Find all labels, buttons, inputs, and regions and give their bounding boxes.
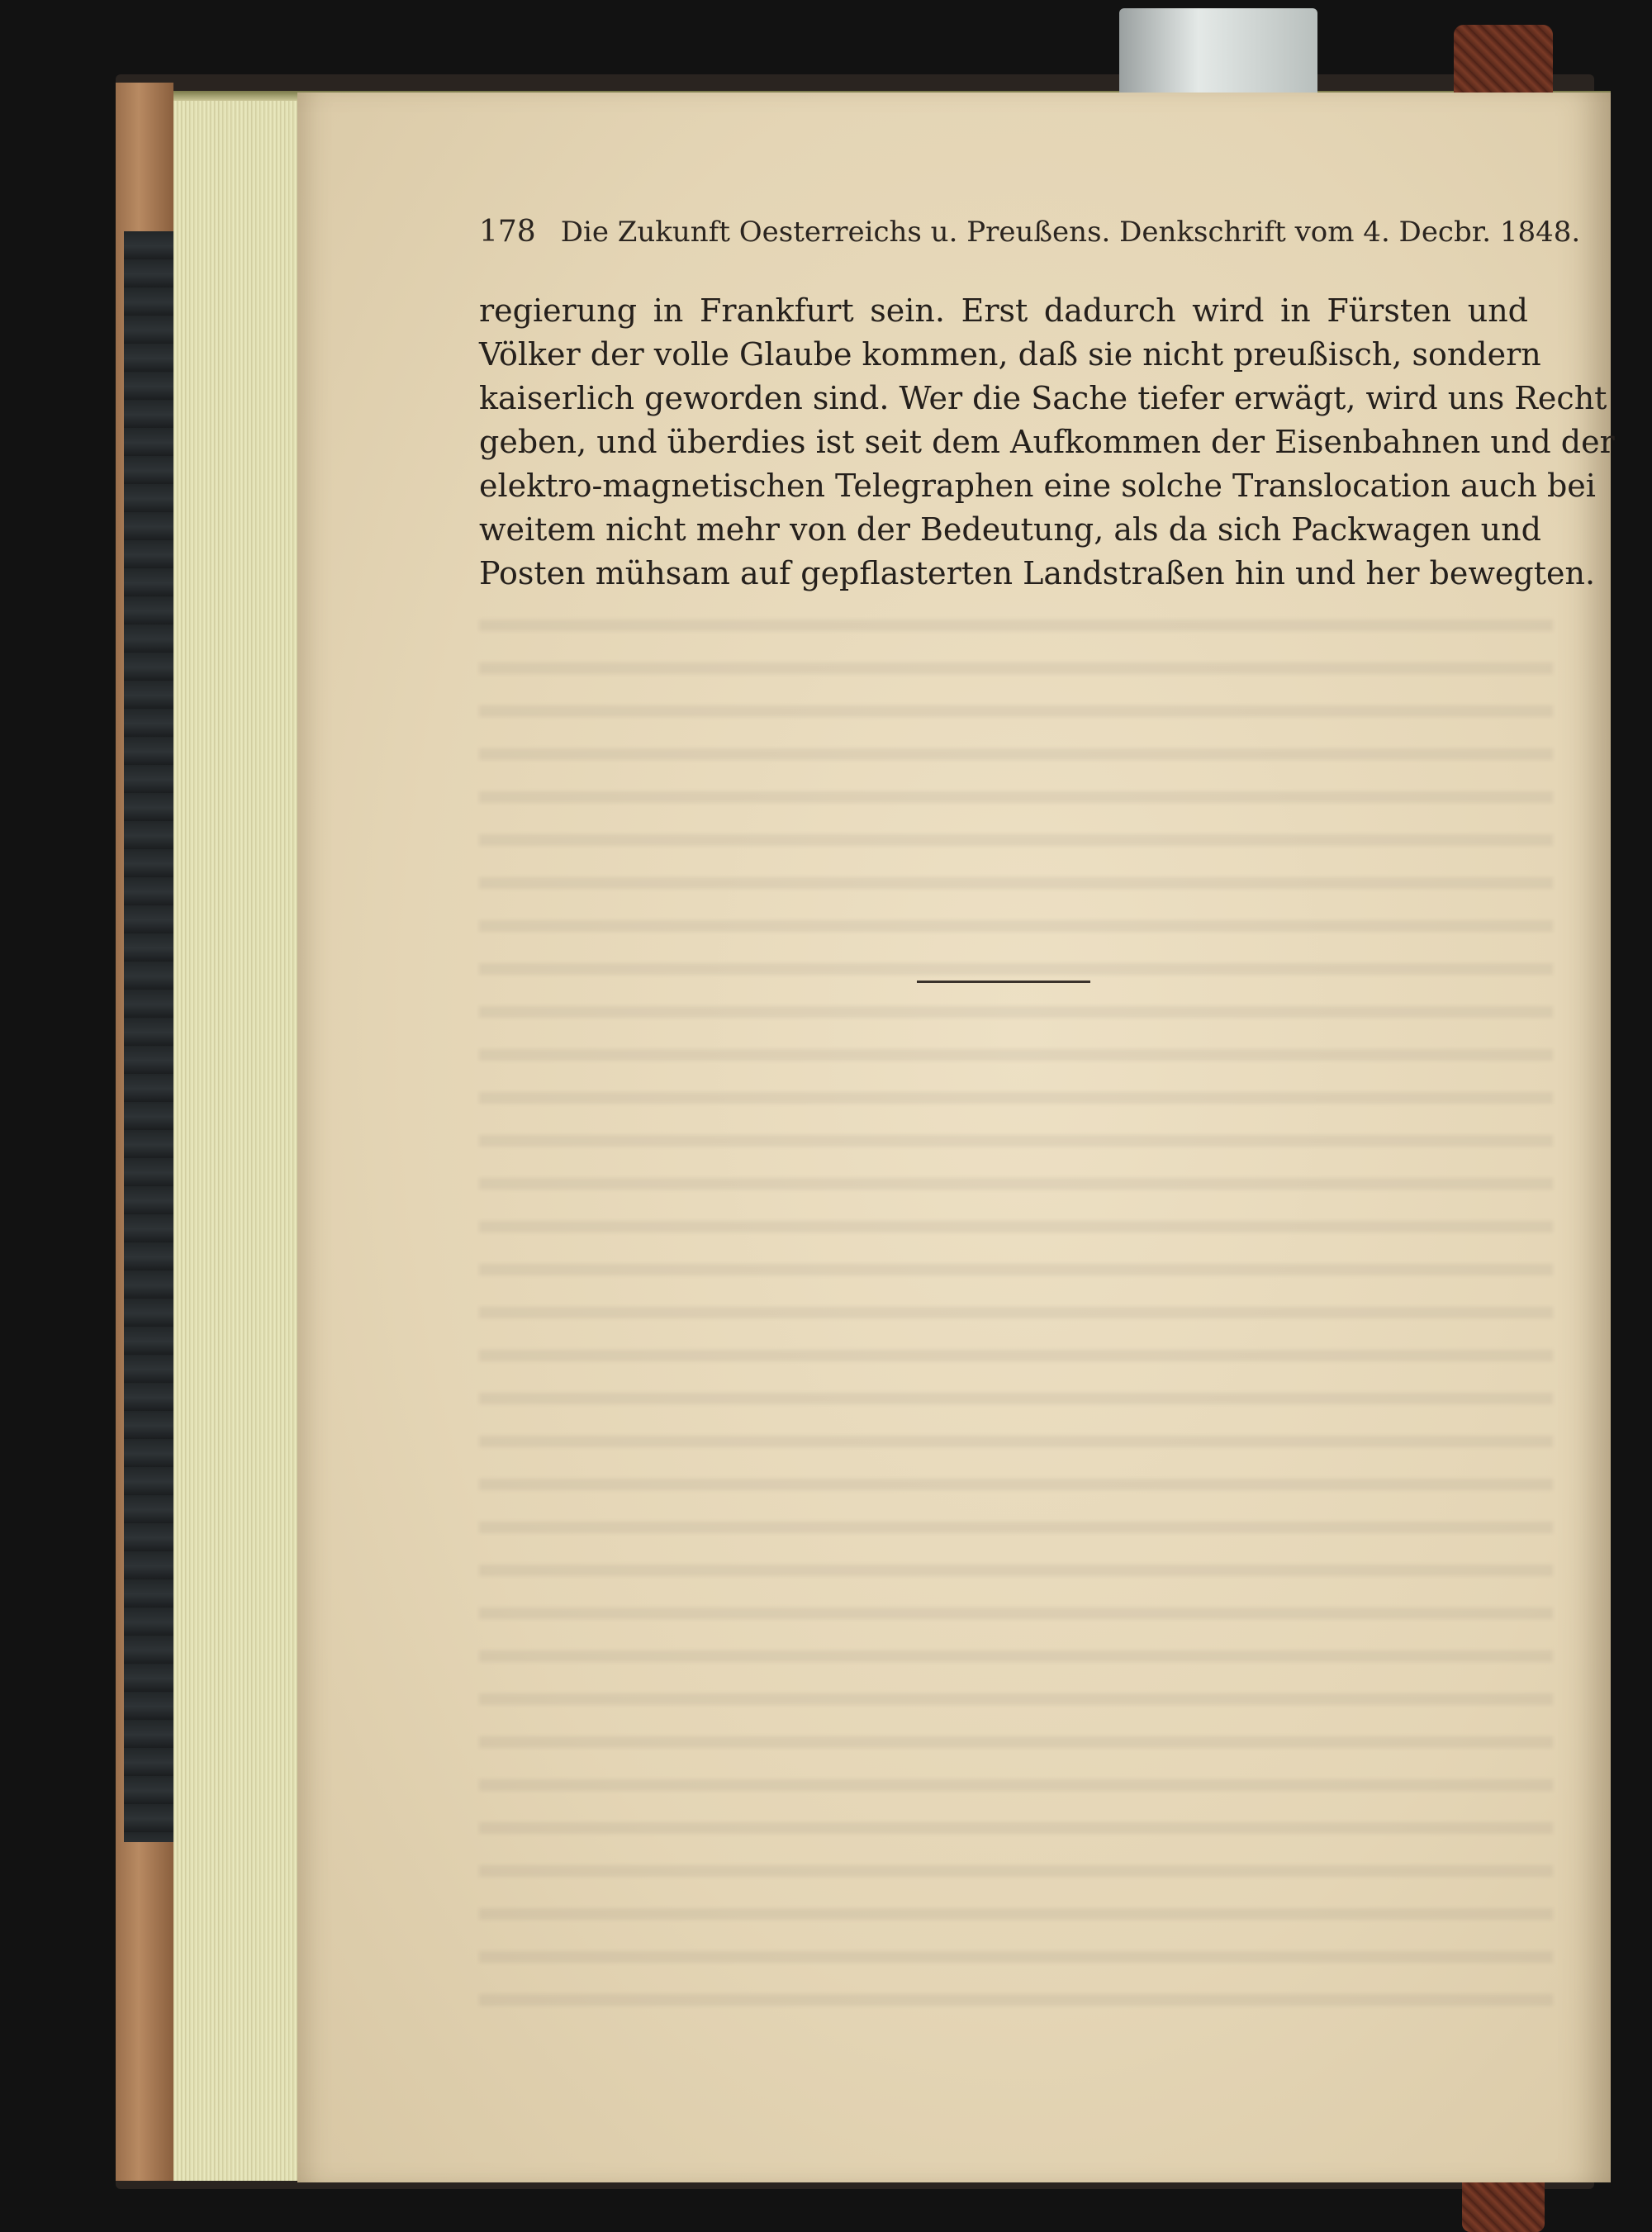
section-divider bbox=[917, 981, 1090, 983]
text-line: Posten mühsam auf gepflasterten Landstraßen hin und her bewegten. bbox=[479, 555, 1596, 591]
text-line: Völker der volle Glaube kommen, daß sie nicht preußisch, sondern bbox=[479, 336, 1541, 373]
page-number: 178 bbox=[479, 215, 536, 249]
spine-cloth bbox=[124, 231, 173, 1842]
text-line: regierung in Frankfurt sein. Erst dadurch wird in Fürsten und bbox=[479, 292, 1528, 329]
text-line: geben, und überdies ist seit dem Aufkommen der Eisenbahnen und der bbox=[479, 424, 1615, 460]
running-title: Die Zukunft Oesterreichs u. Preußens. Denkschrift vom 4. Decbr. 1848. bbox=[560, 216, 1581, 249]
text-line: weitem nicht mehr von der Bedeutung, als da sich Packwagen und bbox=[479, 511, 1541, 548]
show-through-text bbox=[479, 595, 1553, 2016]
page-edges bbox=[173, 91, 297, 2181]
body-text bbox=[479, 289, 1615, 596]
bookmark-clip bbox=[1119, 8, 1317, 99]
running-header bbox=[479, 215, 1581, 249]
text-line: elektro-magnetischen Telegraphen eine solche Translocation auch bei bbox=[479, 468, 1596, 504]
text-line: kaiserlich geworden sind. Wer die Sache tiefer erwägt, wird uns Recht bbox=[479, 380, 1607, 416]
